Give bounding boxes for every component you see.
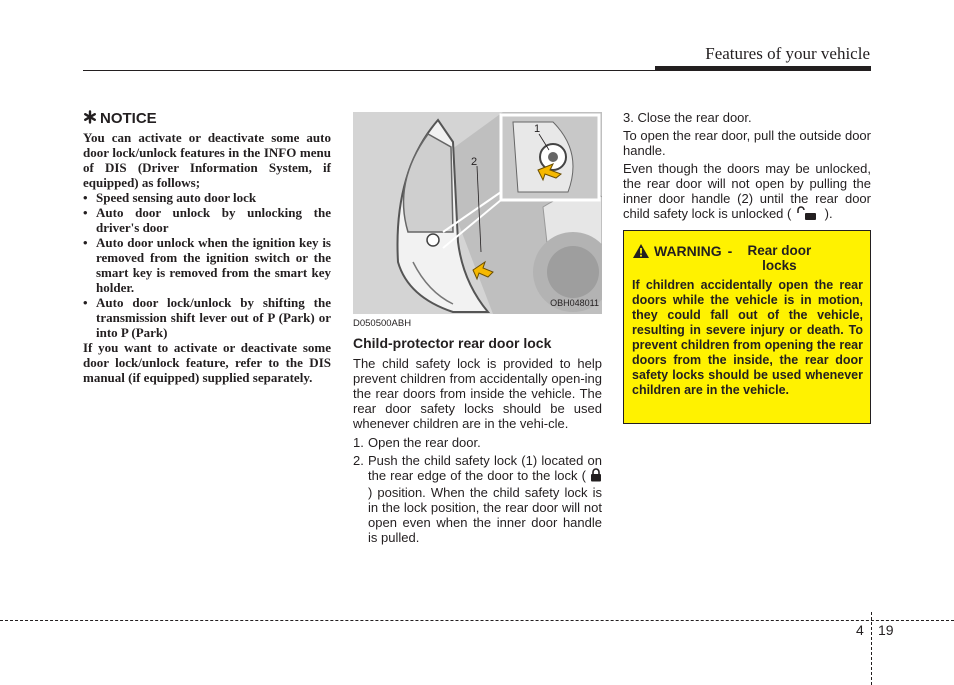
steps-list xyxy=(353,435,602,545)
rear-door-illustration xyxy=(353,112,602,314)
step-number: 2. xyxy=(353,453,364,468)
warning-heading xyxy=(632,243,864,273)
step-number: 1. xyxy=(353,435,364,450)
step-text: Push the child safety lock (1) located on the rear edge of the door to the lock ( xyxy=(368,453,602,483)
figure-code: OBH048011 xyxy=(550,298,599,308)
step-3: 3. Close the rear door. xyxy=(623,110,752,125)
warning-body: If children accidentally open the rear doors while the vehicle is in motion, they could fall out of the vehicle, resulting in severe injury or death. To prevent children from opening the rear doors from the inside, the rear door safety locks should be used whenever children are in the vehicle. xyxy=(632,278,863,397)
warning-topic: Rear door locks xyxy=(747,243,812,273)
unlock-icon xyxy=(795,206,821,223)
header-bar xyxy=(655,66,871,71)
close-door-block xyxy=(623,110,871,226)
page-number: 19 xyxy=(878,622,894,638)
open-door-text: To open the rear door, pull the outside door handle. xyxy=(623,128,871,158)
unlock-note xyxy=(623,161,871,223)
callout-1: 1 xyxy=(534,123,541,135)
warning-triangle-icon xyxy=(632,243,650,264)
callout-2: 2 xyxy=(471,156,478,168)
page-header-title: Features of your vehicle xyxy=(705,44,870,63)
notice-intro: You can activate or deactivate some auto door lock/unlock features in the INFO menu of DIS (Driver Information System, if equipped) as follows; xyxy=(83,130,331,190)
warning-label: WARNING xyxy=(654,243,722,259)
list-item: • Auto door unlock by unlocking the driver's door xyxy=(83,205,331,235)
section-intro: The child safety lock is provided to help prevent children from accidentally open-ing the rear doors from inside the vehicle. The rear door safety locks should be used whenever children are in the vehi-cle. xyxy=(353,356,602,431)
footer-divider xyxy=(871,612,872,685)
door-drawing xyxy=(353,112,602,314)
child-lock-section xyxy=(353,316,602,548)
notice-title: NOTICE xyxy=(100,110,157,127)
lock-icon xyxy=(590,468,602,485)
list-item: • Auto door unlock when the ignition key is removed from the ignition switch or the smart key is removed from the smart key holder. xyxy=(83,235,331,295)
step-text-cont: ) position. When the child safety lock is in the lock position, the rear door will not open even when the inner door handle is pulled. xyxy=(368,485,602,545)
doc-code: D050500ABH xyxy=(353,318,412,329)
notice-outro: If you want to activate or deactivate some door lock/unlock feature, refer to the DIS manual (if equipped) supplied separately. xyxy=(83,340,331,385)
asterisk-icon xyxy=(83,110,97,127)
section-title: Child-protector rear door lock xyxy=(353,335,552,351)
warning-box xyxy=(623,230,871,424)
notice-list xyxy=(83,190,331,340)
notice-block xyxy=(83,110,331,385)
list-item: • Auto door lock/unlock by shifting the transmission shift lever out of P (Park) or into P (Park) xyxy=(83,295,331,340)
list-item: • Speed sensing auto door lock xyxy=(83,190,331,205)
list-item xyxy=(353,453,602,545)
warning-dash: - xyxy=(727,243,733,259)
list-item xyxy=(353,435,602,450)
unlock-note-text: Even though the doors may be unlocked, the rear door will not open by pulling the inner door handle (2) until the rear door child safety lock is unlocked ( xyxy=(623,161,871,221)
notice-heading xyxy=(83,110,331,127)
chapter-number: 4 xyxy=(856,622,864,638)
unlock-note-end: ). xyxy=(824,206,833,221)
step-text: Open the rear door. xyxy=(368,435,481,450)
footer-rule xyxy=(0,620,954,621)
